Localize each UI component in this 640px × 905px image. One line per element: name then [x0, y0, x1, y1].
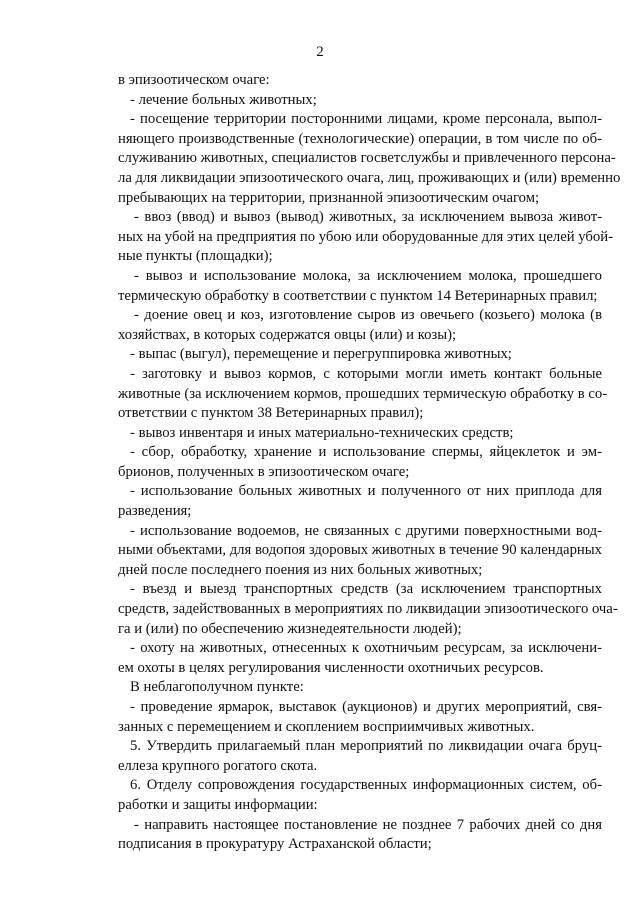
text-line: 5. Утвердить прилагаемый план мероприятий по ликвидации очага бруц- [130, 738, 602, 755]
text-line: - заготовку и вывоз кормов, с которыми могли иметь контакт больные [130, 365, 602, 382]
text-line: ем охоты в целях регулирования численности охотничьих ресурсов. [118, 659, 544, 676]
text-line: - вывоз и использование молока, за исключением молока, прошедшего [134, 267, 602, 284]
page-number: 2 [316, 44, 324, 60]
text-line: хозяйствах, в которых содержатся овцы (или) и козы); [118, 326, 457, 343]
text-line: еллеза крупного рогатого скота. [118, 757, 318, 774]
text-line: пребывающих на территории, признанной эпизоотическим очагом; [118, 189, 540, 206]
text-line: служиванию животных, специалистов госветслужбы и привлеченного персона- [118, 150, 616, 167]
text-line: В неблагополучном пункте: [130, 679, 304, 696]
text-line: термическую обработку в соответствии с пунктом 14 Ветеринарных правил; [118, 287, 598, 304]
text-line: занных с перемещением и скоплением восприимчивых животных. [118, 718, 535, 735]
text-line: - доение овец и коз, изготовление сыров из овечьего (козьего) молока (в [134, 307, 602, 324]
text-line: 6. Отделу сопровождения государственных информационных систем, об- [130, 777, 602, 794]
text-line: - использование водоемов, не связанных с другими поверхностными вод- [130, 522, 602, 539]
text-line: в эпизоотическом очаге: [118, 72, 270, 88]
text-line: - выпас (выгул), перемещение и перегруппировка животных; [130, 346, 512, 363]
text-line: - направить настоящее постановление не позднее 7 рабочих дней со дня [134, 816, 602, 833]
text-line: ответствии с пунктом 38 Ветеринарных правил); [118, 405, 424, 422]
text-line: средств, задействованных в мероприятиях по ликвидации эпизоотического оча- [118, 601, 618, 618]
text-line: няющего производственные (технологические) операции, в том числе по об- [118, 130, 602, 147]
text-line: работки и защиты информации: [118, 796, 318, 813]
text-line: ными объектами, для водопоя здоровых животных в течение 90 календарных [118, 542, 602, 559]
text-line: - въезд и выезд транспортных средств (за исключением транспортных [130, 581, 602, 598]
text-line: животные (за исключением кормов, прошедших термическую обработку в со- [118, 385, 608, 402]
text-line: - использование больных животных и полученного от них приплода для [130, 483, 602, 500]
text-line: ные пункты (площадки); [118, 248, 273, 265]
text-line: разведения; [118, 503, 192, 520]
text-line: дней после последнего поения из них больных животных; [118, 561, 483, 578]
text-line: - посещение территории посторонними лицами, кроме персонала, выпол- [130, 111, 602, 128]
text-line: - сбор, обработку, хранение и использование спермы, яйцеклеток и эм- [130, 444, 602, 461]
text-line: - вывоз инвентаря и иных материально-технических средств; [130, 424, 514, 441]
text-line: - ввоз (ввод) и вывоз (вывод) животных, за исключением вывоза живот- [134, 209, 602, 226]
text-line: ла для ликвидации эпизоотического очага, лиц, проживающих и (или) временно [118, 169, 621, 186]
text-line: - проведение ярмарок, выставок (аукционов) и других мероприятий, свя- [130, 699, 602, 715]
text-line: - охоту на животных, отнесенных к охотничьим ресурсам, за исключени- [130, 640, 602, 657]
text-line: - лечение больных животных; [130, 91, 317, 108]
document-body [118, 71, 621, 855]
text-line: ных на убой на предприятия по убою или оборудованные для этих целей убой- [118, 228, 613, 245]
text-line: га и (или) по обеспечению жизнедеятельности людей); [118, 620, 462, 637]
text-line: подписания в прокуратуру Астраханской области; [118, 836, 432, 853]
text-line: брионов, полученных в эпизоотическом очаге; [118, 463, 410, 480]
